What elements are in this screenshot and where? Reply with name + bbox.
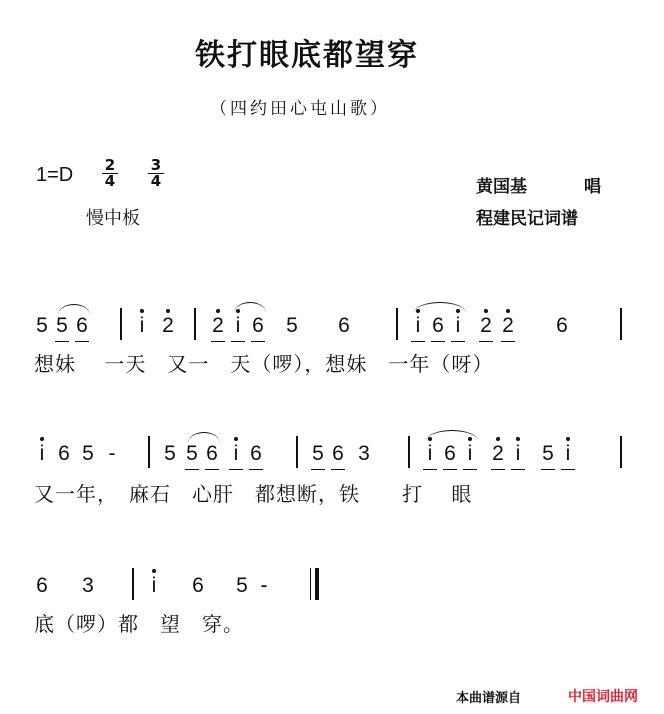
note: 2 (160, 314, 176, 338)
note: 6 (250, 314, 266, 338)
transcriber-credit: 程建民记词谱 (476, 209, 578, 229)
song-title: 铁打眼底都望穿 (195, 38, 419, 73)
slur (426, 430, 478, 441)
key-signature: 1=D (36, 164, 74, 186)
slur (414, 302, 466, 313)
note: 2 (490, 442, 506, 466)
note: 6 (248, 442, 264, 466)
note: 2 (210, 314, 226, 338)
note: 3 (358, 442, 370, 465)
bar-line (396, 308, 398, 340)
lyrics-line-2: 又一年， 麻石 心肝 都想断，铁 打 眼 (34, 482, 473, 506)
lyrics-line-3: 底（啰）都 望 穿。 (34, 612, 244, 636)
note: 6 (430, 314, 446, 338)
note: 5 (540, 442, 556, 466)
note: i (450, 314, 466, 338)
note: 6 (36, 574, 48, 597)
note: 2 (478, 314, 494, 338)
bar-line (194, 308, 196, 340)
note: 5 (82, 442, 94, 465)
time-signature-3-4: $\frac{3}{4}$ (148, 158, 164, 189)
note: i (228, 442, 244, 466)
source-label: 本曲谱源自 (456, 691, 522, 706)
slur (188, 432, 220, 443)
note: 3 (82, 574, 94, 597)
note: 5 (310, 442, 326, 466)
note: i (230, 314, 246, 338)
note: i (134, 314, 150, 338)
tempo-marking: 慢中板 (86, 208, 140, 229)
note: 6 (330, 442, 346, 466)
singer-role: 唱 (584, 177, 601, 197)
note: 5 (54, 314, 70, 338)
score-line-2 (34, 442, 634, 482)
bar-line (620, 436, 622, 468)
note: 2 (500, 314, 516, 338)
note: i (34, 442, 50, 466)
note: i (560, 442, 576, 466)
note: 6 (74, 314, 90, 338)
note: i (462, 442, 478, 466)
bar-line (620, 308, 622, 340)
note: 6 (204, 442, 220, 466)
note: - (108, 442, 116, 465)
note: 5 (36, 314, 48, 337)
note: i (146, 574, 162, 598)
note: i (410, 314, 426, 338)
singer-name: 黄国基 (476, 177, 527, 197)
note: 6 (556, 314, 568, 337)
bar-line (132, 568, 134, 600)
bar-line (296, 436, 298, 468)
bar-line (148, 436, 150, 468)
note: 6 (58, 442, 70, 465)
note: 5 (286, 314, 298, 337)
time-signature-2-4: $\frac{2}{4}$ (102, 158, 118, 189)
slur (234, 302, 266, 313)
note: 5 (236, 574, 248, 597)
song-subtitle: （四约田心屯山歌） (210, 99, 390, 119)
source-site-link[interactable]: 中国词曲网 (568, 689, 638, 705)
bar-line (408, 436, 410, 468)
note: - (260, 574, 268, 597)
note: 5 (184, 442, 200, 466)
note: 6 (338, 314, 350, 337)
note: i (422, 442, 438, 466)
note: i (510, 442, 526, 466)
note: 6 (192, 574, 204, 597)
lyrics-line-1: 想妹 一天 又一 天（啰），想妹 一年（呀） (34, 352, 494, 376)
slur (58, 304, 90, 315)
final-bar-line (310, 568, 319, 600)
note: 6 (442, 442, 458, 466)
note: 5 (164, 442, 176, 465)
bar-line (120, 308, 122, 340)
